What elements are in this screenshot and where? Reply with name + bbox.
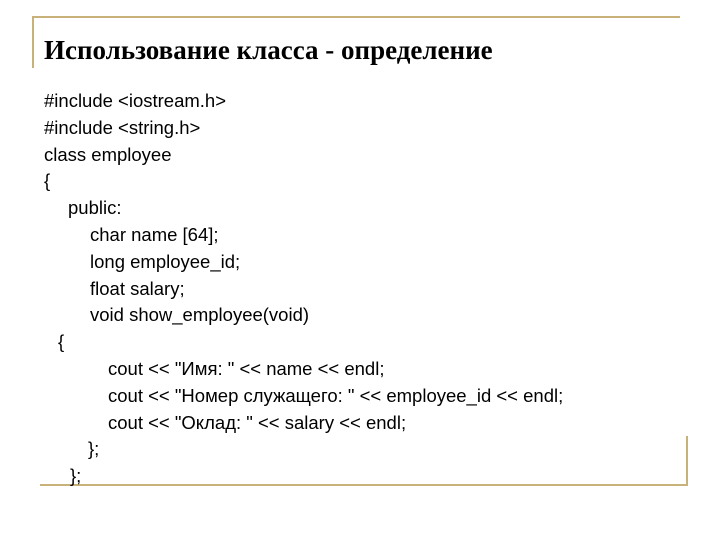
code-line: #include <iostream.h>	[44, 90, 227, 111]
code-line: {	[58, 331, 65, 353]
code-line: cout << "Номер служащего: " << employee_id << endl;	[108, 384, 564, 406]
code-line: {	[44, 170, 51, 192]
code-line: class employee	[44, 143, 172, 165]
code-line: char name [64];	[90, 223, 219, 245]
slide-title: Использование класса - определение	[44, 35, 493, 65]
code-line: #include <string.h>	[44, 116, 201, 138]
code-block	[0, 88, 720, 490]
code-line: public:	[68, 197, 122, 219]
code-line: cout << "Имя: " << name << endl;	[108, 357, 385, 379]
top-border-line	[32, 16, 680, 18]
code-line: };	[88, 438, 100, 460]
code-line: float salary;	[90, 277, 185, 299]
code-line: void show_employee(void)	[90, 304, 310, 326]
code-line: long employee_id;	[90, 250, 241, 272]
code-line: };	[70, 465, 82, 487]
left-border-line	[32, 16, 34, 68]
code-line: cout << "Оклад: " << salary << endl;	[108, 411, 407, 433]
